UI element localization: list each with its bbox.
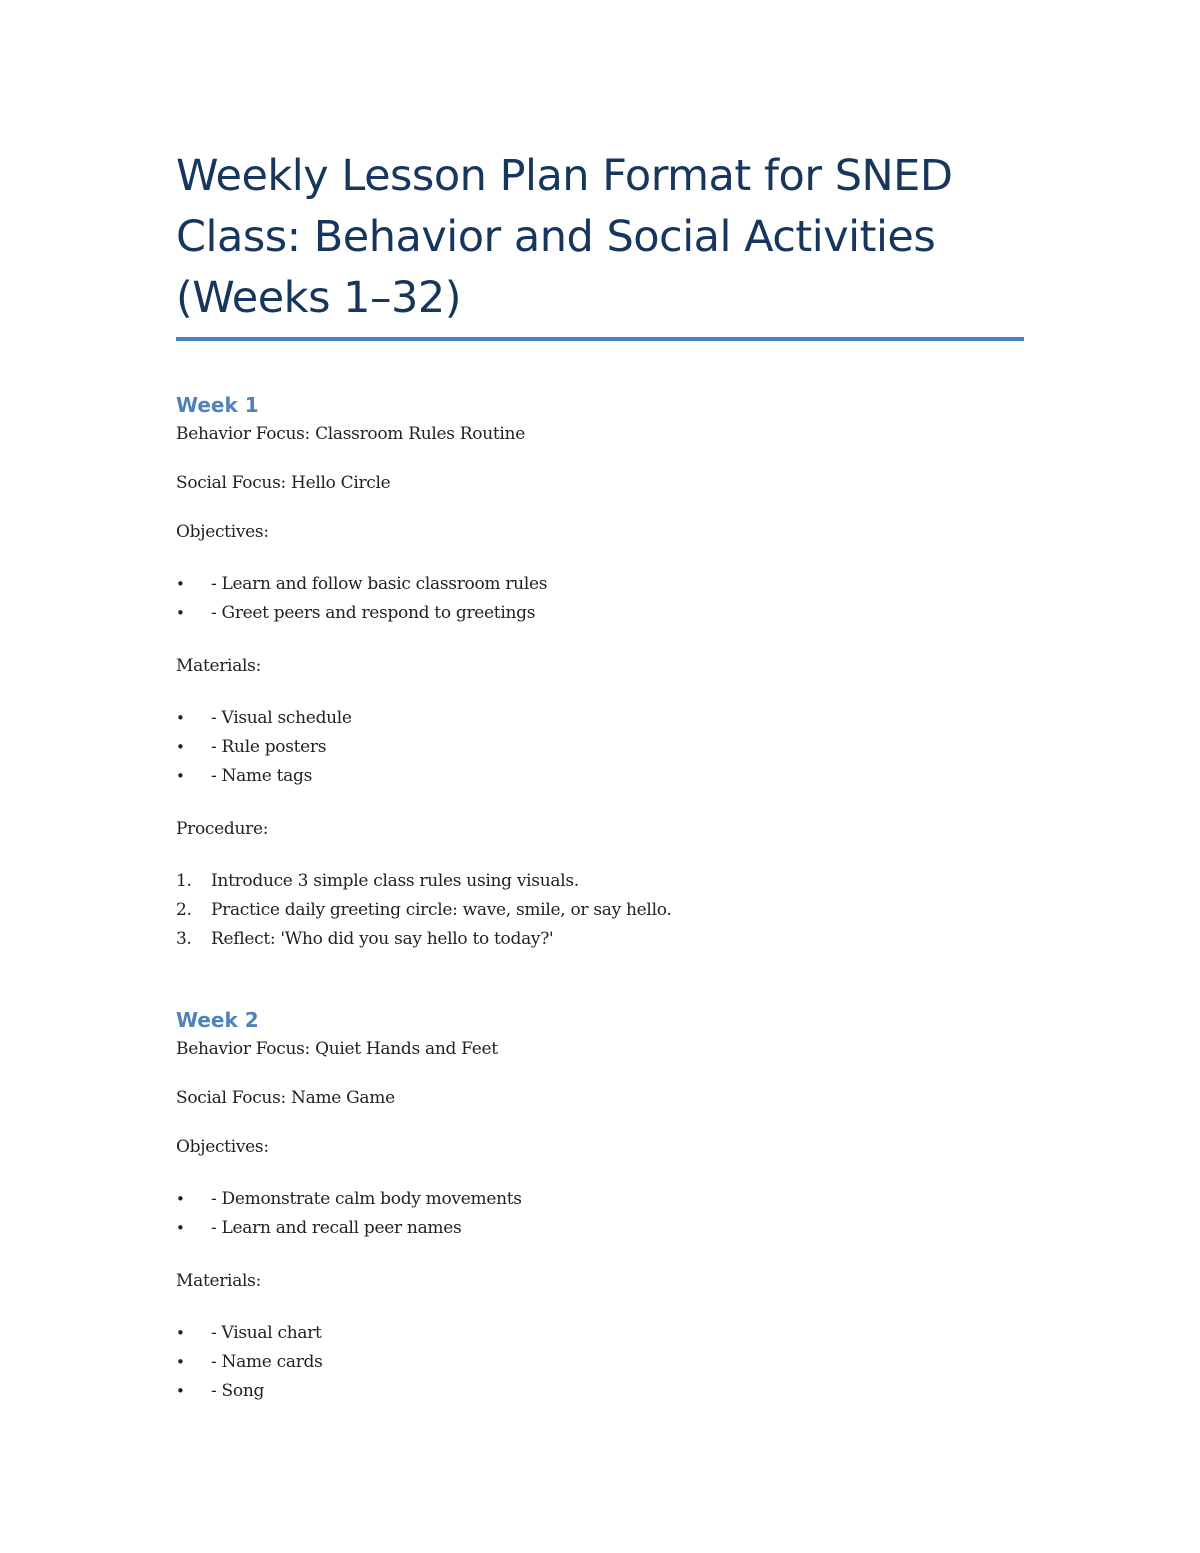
step-number: 1.	[176, 871, 192, 891]
document-title: Weekly Lesson Plan Format for SNED Class: Behavior and Social Activities (Weeks 1–32)	[176, 151, 953, 323]
week-heading: Week 2	[176, 1008, 259, 1032]
bullet-icon: •	[176, 767, 185, 785]
materials-label: Materials:	[176, 1271, 262, 1291]
bullet-icon: •	[176, 738, 185, 756]
bullet-icon: •	[176, 1190, 185, 1208]
step-text: Practice daily greeting circle: wave, smile, or say hello.	[211, 900, 672, 920]
list-item	[176, 1348, 1024, 1377]
procedure-list	[176, 867, 1024, 954]
bullet-icon: •	[176, 709, 185, 727]
bullet-icon: •	[176, 1382, 185, 1400]
social-focus: Social Focus: Name Game	[176, 1088, 395, 1108]
bullet-icon: •	[176, 1219, 185, 1237]
bullet-icon: •	[176, 1324, 185, 1342]
list-item-text: - Name tags	[211, 766, 313, 786]
list-item-text: - Demonstrate calm body movements	[211, 1189, 522, 1209]
step-text: Reflect: 'Who did you say hello to today?'	[211, 929, 554, 949]
procedure-step	[176, 925, 1024, 954]
bullet-icon: •	[176, 1353, 185, 1371]
materials-list	[176, 704, 1024, 791]
behavior-focus: Behavior Focus: Classroom Rules Routine	[176, 424, 525, 444]
materials-list	[176, 1319, 1024, 1406]
week-section	[176, 391, 1024, 954]
objectives-list	[176, 1185, 1024, 1243]
list-item	[176, 1319, 1024, 1348]
document-page	[176, 146, 1024, 1433]
bullet-icon: •	[176, 604, 185, 622]
list-item	[176, 1214, 1024, 1243]
list-item-text: - Song	[211, 1381, 265, 1401]
materials-label: Materials:	[176, 656, 262, 676]
list-item	[176, 570, 1024, 599]
list-item-text: - Visual schedule	[211, 708, 352, 728]
list-item	[176, 1377, 1024, 1406]
list-item	[176, 762, 1024, 791]
procedure-step	[176, 896, 1024, 925]
list-item	[176, 733, 1024, 762]
social-focus: Social Focus: Hello Circle	[176, 473, 391, 493]
list-item-text: - Visual chart	[211, 1323, 322, 1343]
bullet-icon: •	[176, 575, 185, 593]
list-item-text: - Name cards	[211, 1352, 323, 1372]
objectives-label: Objectives:	[176, 1137, 269, 1157]
procedure-label: Procedure:	[176, 819, 269, 839]
list-item-text: - Greet peers and respond to greetings	[211, 603, 536, 623]
list-item	[176, 1185, 1024, 1214]
list-item	[176, 704, 1024, 733]
procedure-step	[176, 867, 1024, 896]
week-heading: Week 1	[176, 393, 259, 417]
objectives-label: Objectives:	[176, 522, 269, 542]
list-item-text: - Learn and recall peer names	[211, 1218, 462, 1238]
week-section	[176, 1006, 1024, 1406]
objectives-list	[176, 570, 1024, 628]
step-number: 3.	[176, 929, 192, 949]
step-number: 2.	[176, 900, 192, 920]
behavior-focus: Behavior Focus: Quiet Hands and Feet	[176, 1039, 498, 1059]
title-divider	[176, 337, 1024, 341]
list-item	[176, 599, 1024, 628]
list-item-text: - Learn and follow basic classroom rules	[211, 574, 548, 594]
list-item-text: - Rule posters	[211, 737, 327, 757]
step-text: Introduce 3 simple class rules using visuals.	[211, 871, 579, 891]
